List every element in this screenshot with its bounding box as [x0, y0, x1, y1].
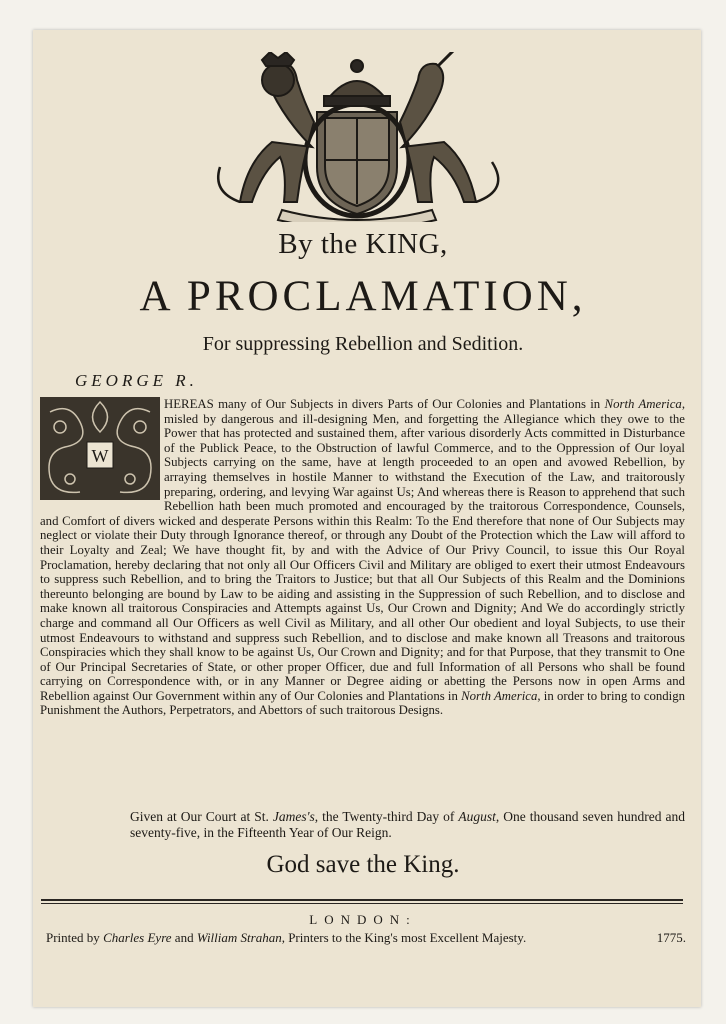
imprint-city: LONDON: — [309, 912, 417, 927]
north-america-2: North America — [461, 688, 538, 703]
royal-coat-of-arms — [192, 52, 522, 222]
body-text-3: , in order to bring to condign Punishment the Authors, Perpetrators, and Abettors of such traitorous Designs. — [40, 688, 685, 718]
given-text-c: , One thousand seven hundred and seventy-five, in the Fifteenth Year of Our Reign. — [130, 809, 685, 840]
body-text-2: , misled by dangerous and ill-designing Men, and forgetting the Allegiance which they owe to the Power that has protected and sustained them, after various disorderly Acts committed in Disturbance of the Publick Peace, to the Obstruction of lawful Commerce, and to the Oppression of Our loyal Subjects carrying on the same, have at length proceeded to an open and avowed Rebellion, by arraying themselves in hostile Manner to withstand the Execution of the Law, and traitorously preparing, ordering, and levying War against Us; And whereas there is Reason to apprehend that such Rebellion hath been much promoted and encouraged by the traitorous Correspondence, Counsels, and Comfort of divers wicked and desperate Persons within this Realm: To the End therefore that none of Our Subjects may neglect or violate their Duty through Ignorance thereof, or through any Doubt of the Protection which the Law will afford to their Loyalty and Zeal; We have thought fit, by and with the Advice of Our Privy Council, to issue this Our Royal Proclamation, hereby declaring that not only all Our Officers Civil and Military are obliged to exert their utmost Endeavours to suppress such Rebellion, and to bring the Traitors to Justice; but that all Our Subjects of this Realm and the Dominions thereunto belonging are bound by Law to be aiding and assisting in the Suppression of such Rebellion, and to disclose and make known all traitorous Conspiracies and Attempts against Us, Our Crown and Dignity; And We do accordingly strictly charge and command all Our Officers as well Civil as Military, and all other Our obedient and loyal Subjects, to use their utmost Endeavours to withstand and suppress such Rebellion, and to disclose and make known all Treasons and traitorous Conspiracies which they shall know to be against Us, Our Crown and Dignity; and for that Purpose, that they transmit to One of Our Principal Secretaries of State, or other proper Officer, due and full Information of all Persons who shall be found carrying on Correspondence with, or in any Manner or Degree aiding or abetting the Persons now in open Arms and Rebellion against Our Government within any of Our Colonies and Plantations in — [40, 397, 686, 703]
given-james: James's — [272, 809, 315, 824]
given-text-b: , the Twenty-third Day of — [314, 809, 455, 824]
footer-rule-thin — [41, 903, 683, 904]
given-at-court — [130, 809, 685, 841]
drop-cap-rest: HEREAS — [164, 397, 214, 411]
by-the-king-heading: By the KING, — [278, 228, 448, 260]
north-america-1: North America — [604, 397, 682, 411]
royal-signature-george-r: GEORGE R. — [75, 371, 198, 390]
proclamation-subtitle: For suppressing Rebellion and Sedition. — [202, 333, 524, 355]
proclamation-title: A PROCLAMATION, — [139, 273, 587, 320]
imprint-printer-1: Charles Eyre — [103, 930, 172, 945]
imprint-printer-2: William Strahan — [196, 930, 282, 945]
imprint-year: 1775. — [656, 930, 686, 945]
proclamation-body — [40, 397, 685, 718]
imprint-printed-by: Printed by — [46, 930, 100, 945]
imprint-and: and — [174, 930, 194, 945]
footer-rule-thick — [41, 899, 683, 901]
imprint-line — [46, 930, 686, 946]
given-text-a: Given at Our Court at St. — [130, 809, 269, 824]
drop-cap-letter: W — [91, 446, 109, 466]
given-august: August — [458, 809, 496, 824]
closing-god-save-the-king: God save the King. — [266, 851, 460, 878]
body-text-1: many of Our Subjects in divers Parts of Our Colonies and Plantations in — [218, 397, 601, 411]
imprint-rest: , Printers to the King's most Excellent Majesty. — [281, 930, 527, 945]
